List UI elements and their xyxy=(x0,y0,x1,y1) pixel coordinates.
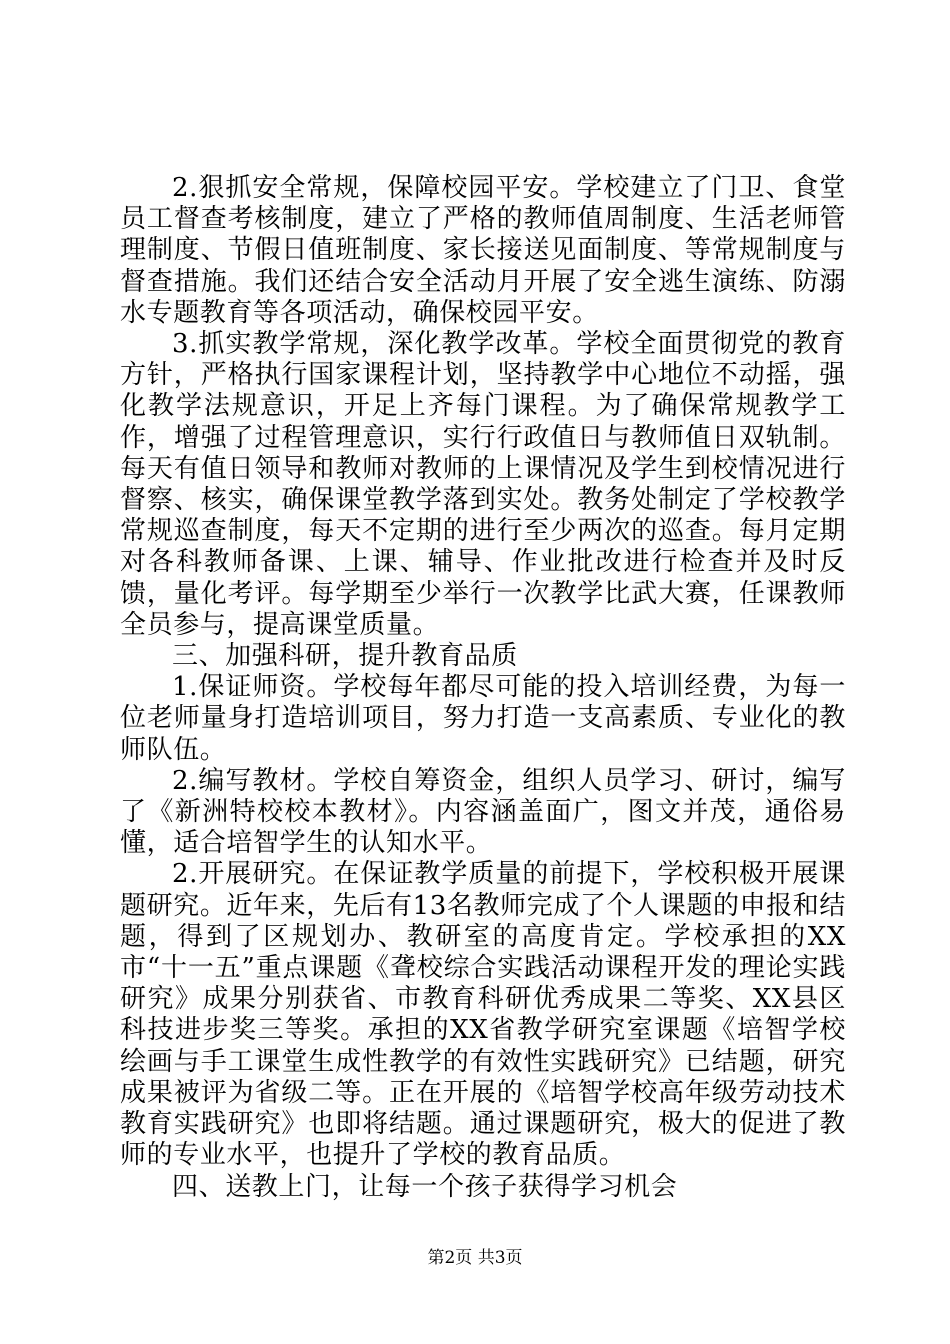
document-body xyxy=(120,173,846,1203)
heading-home-teaching: 四、送教上门，让每一个孩子获得学习机会 xyxy=(172,1171,678,1202)
paragraph-textbook: 2.编写教材。学校自筹资金，组织人员学习、研讨，编写了《新洲特校校本教材》。内容涵盖面广，图文并茂，通俗易懂，适合培智学生的认知水平。 xyxy=(120,765,846,859)
paragraph-teachers: 1.保证师资。学校每年都尽可能的投入培训经费，为每一位老师量身打造培训项目，努力打造一支高素质、专业化的教师队伍。 xyxy=(120,672,846,765)
paragraph-safety: 2.狠抓安全常规，保障校园平安。学校建立了门卫、食堂员工督查考核制度，建立了严格的教师值周制度、生活老师管理制度、节假日值班制度、家长接送见面制度、等常规制度与督查措施。我们还结合安全活动月开展了安全逃生演练、防溺水专题教育等各项活动，确保校园平安。 xyxy=(120,173,846,328)
page-footer: 第2页 共3页 xyxy=(427,1248,523,1268)
paragraph-research: 2.开展研究。在保证教学质量的前提下，学校积极开展课题研究。近年来，先后有13名教师完成了个人课题的申报和结题，得到了区规划办、教研室的高度肯定。学校承担的XX市“十一五”重点课题《聋校综合实践活动课程开发的理论实践研究》成果分别获省、市教育科研优秀成果二等奖、XX县区科技进步奖三等奖。承担的XX省教学研究室课题《培智学校绘画与手工课堂生成性教学的有效性实践研究》已结题，研究成果被评为省级二等。正在开展的《培智学校高年级劳动技术教育实践研究》也即将结题。通过课题研究，极大的促进了教师的专业水平，也提升了学校的教育品质。 xyxy=(120,859,846,1171)
heading-research: 三、加强科研，提升教育品质 xyxy=(172,641,518,672)
paragraph-teaching: 3.抓实教学常规，深化教学改革。学校全面贯彻党的教育方针，严格执行国家课程计划，坚持教学中心地位不动摇，强化教学法规意识，开足上齐每门课程。为了确保常规教学工作，增强了过程管理意识，实行行政值日与教师值日双轨制。每天有值日领导和教师对教师的上课情况及学生到校情况进行督察、核实，确保课堂教学落到实处。教务处制定了学校教学常规巡查制度，每天不定期的进行至少两次的巡查。每月定期对各科教师备课、上课、辅导、作业批改进行检查并及时反馈，量化考评。每学期至少举行一次教学比武大赛，任课教师全员参与，提高课堂质量。 xyxy=(120,329,846,640)
